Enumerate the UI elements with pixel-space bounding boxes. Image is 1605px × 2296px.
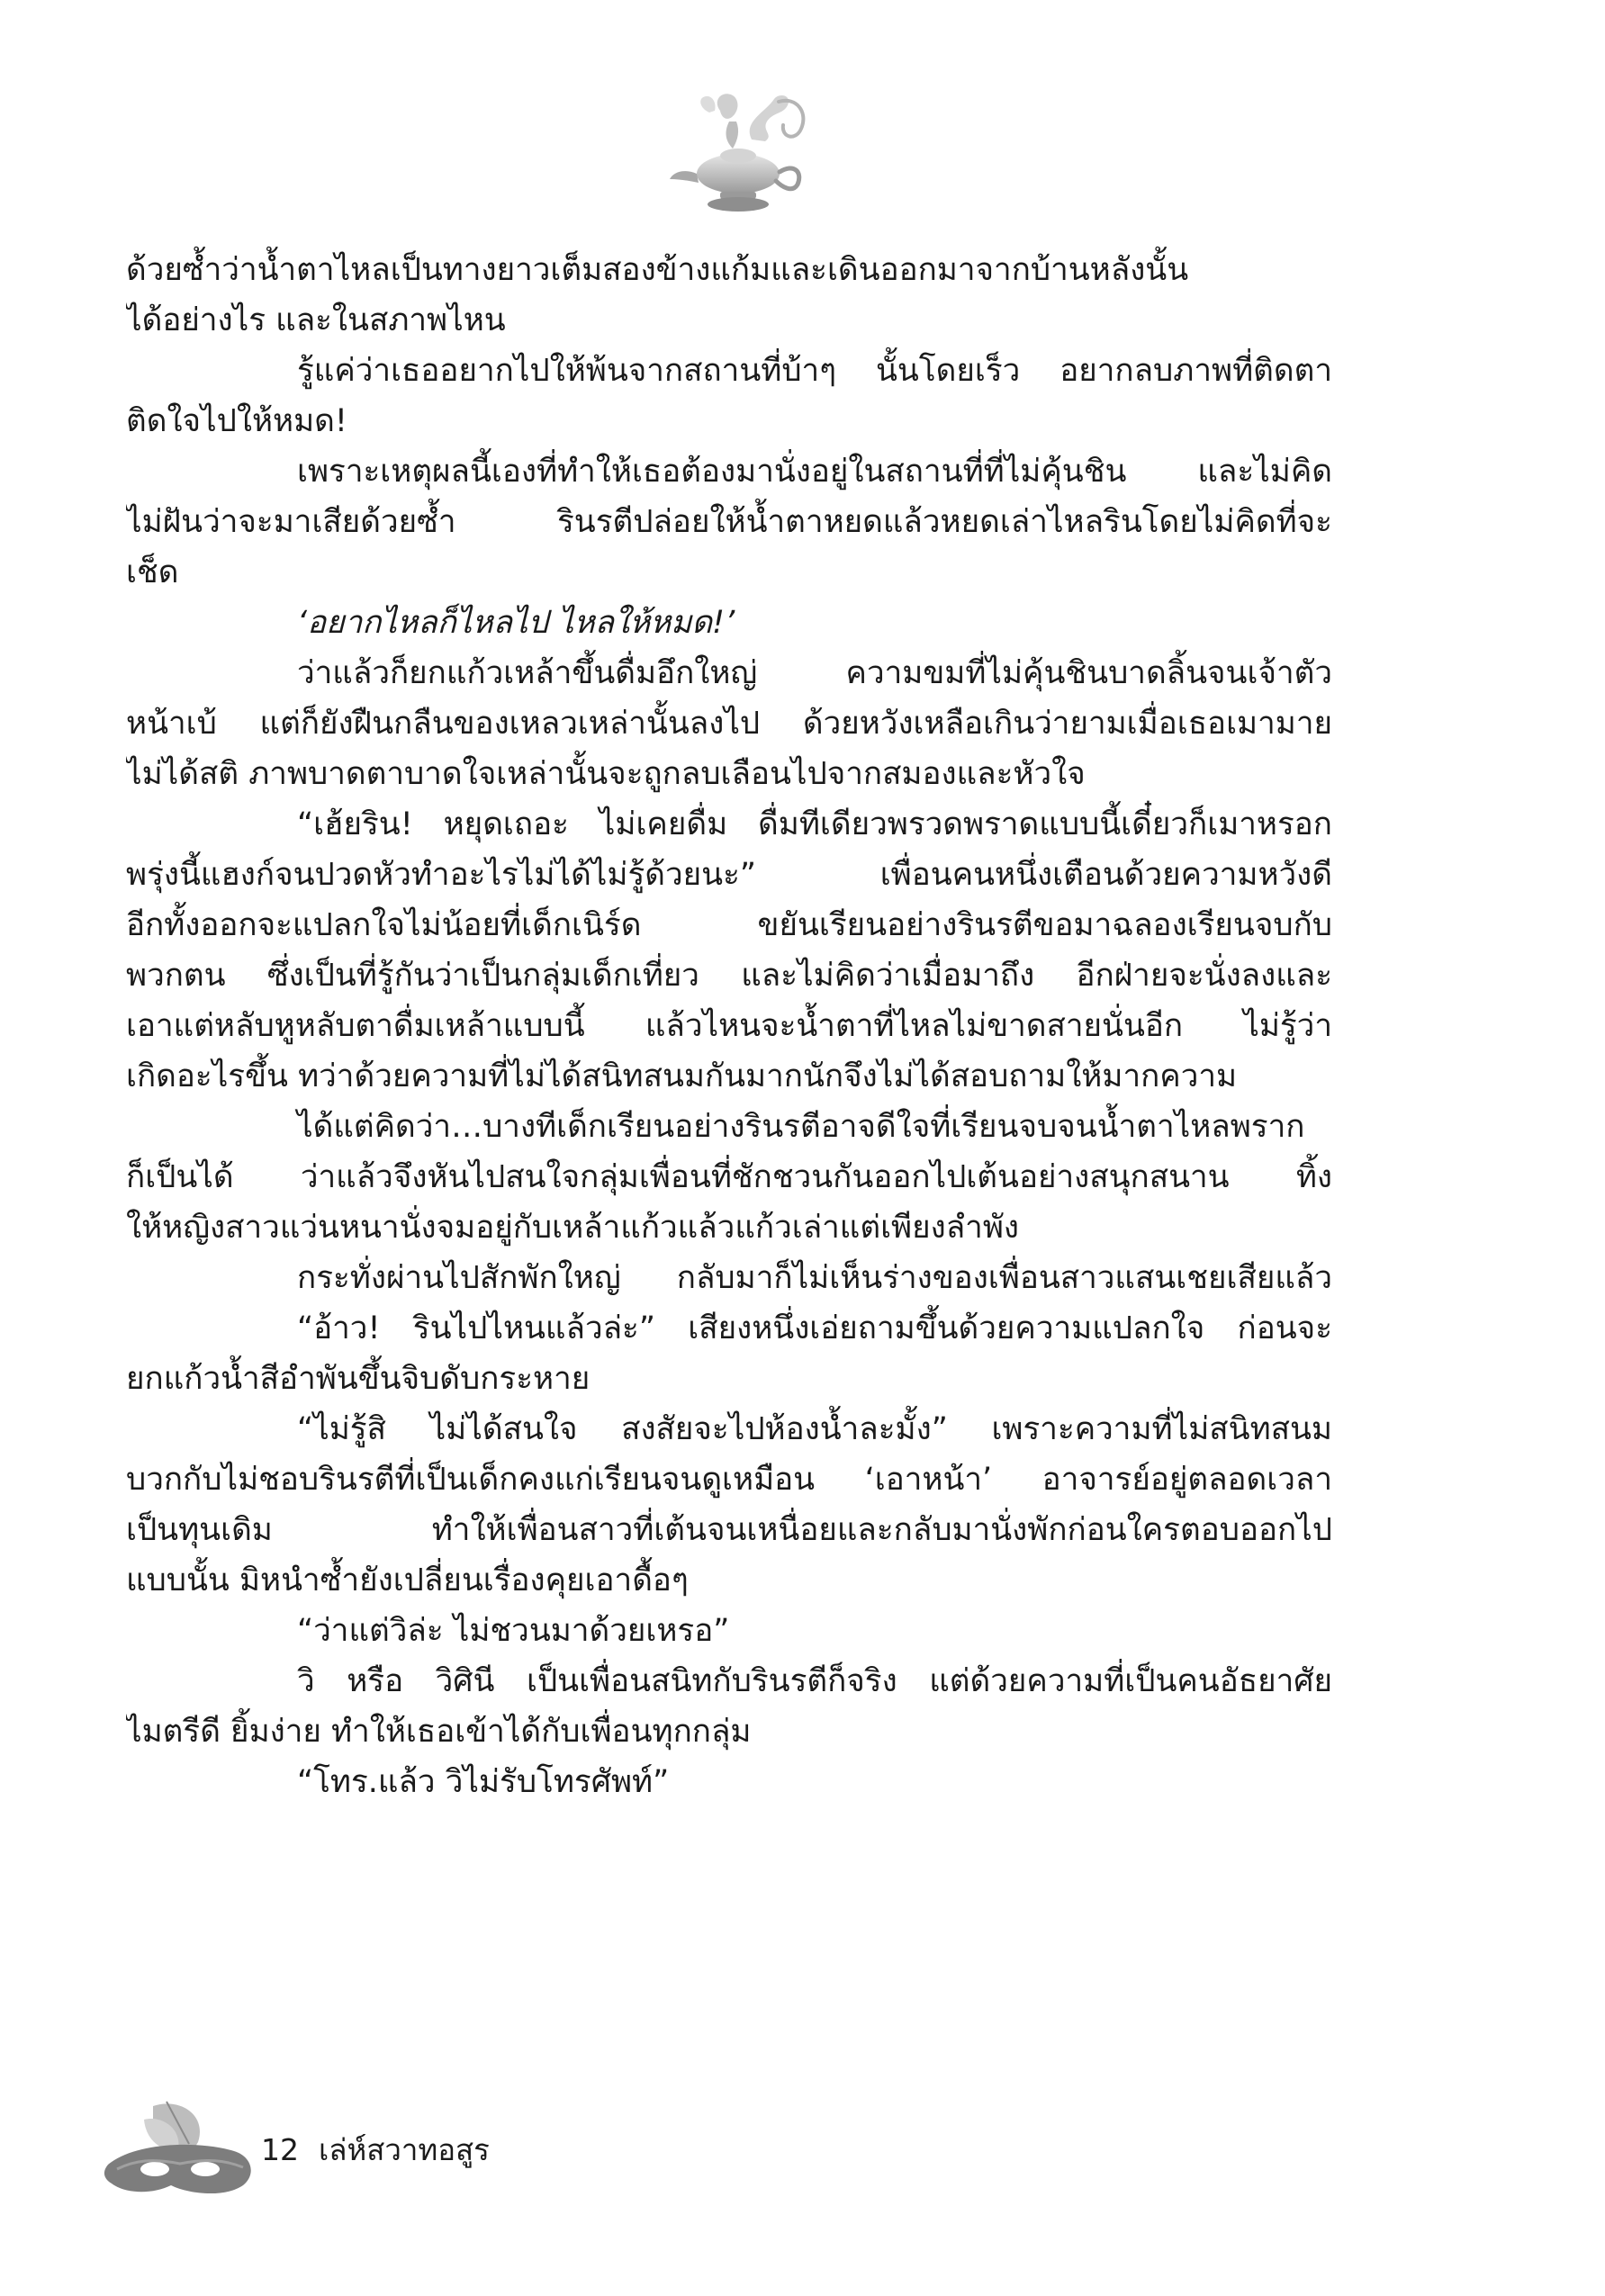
paragraph-line: ไมตรีดี ยิ้มง่าย ทำให้เธอเข้าได้กับเพื่อนทุกกลุ่ม xyxy=(126,1714,752,1750)
paragraph-line: ว่าแล้วก็ยกแก้วเหล้าขึ้นดื่มอึกใหญ่ ความขมที่ไม่คุ้นชินบาดลิ้นจนเจ้าตัว xyxy=(297,655,1332,691)
dialogue-line: “โทร.แล้ว วิไม่รับโทรศัพท์” xyxy=(297,1764,670,1800)
page-number: 12 xyxy=(261,2132,299,2167)
dialogue-line: “ว่าแต่วิล่ะ ไม่ชวนมาด้วยเหรอ” xyxy=(297,1613,730,1649)
paragraph-line: เพราะเหตุผลนี้เองที่ทำให้เธอต้องมานั่งอยู่ในสถานที่ที่ไม่คุ้นชิน และไม่คิด xyxy=(297,454,1332,490)
dialogue-line: “ไม่รู้สิ ไม่ได้สนใจ สงสัยจะไปห้องน้ำละมั้ง” เพราะความที่ไม่สนิทสนม xyxy=(297,1411,1332,1447)
paragraph-line: หน้าเบ้ แต่ก็ยังฝืนกลืนของเหลวเหล่านั้นลงไป ด้วยหวังเหลือเกินว่ายามเมื่อเธอเมามาย xyxy=(126,706,1332,742)
paragraph-line: บวกกับไม่ชอบรินรตีที่เป็นเด็กคงแก่เรียนจนดูเหมือน ‘เอาหน้า’ อาจารย์อยู่ตลอดเวลา xyxy=(126,1462,1332,1498)
paragraph-line: ด้วยซ้ำว่าน้ำตาไหลเป็นทางยาวเต็มสองข้างแก้มและเดินออกมาจากบ้านหลังนั้น xyxy=(126,252,1189,288)
paragraph-line: ไม่ฝันว่าจะมาเสียด้วยซ้ำ รินรตีปล่อยให้น้ำตาหยดแล้วหยดเล่าไหลรินโดยไม่คิดที่จะ xyxy=(126,504,1332,540)
paragraph-line: รู้แค่ว่าเธออยากไปให้พ้นจากสถานที่บ้าๆ นั้นโดยเร็ว อยากลบภาพที่ติดตา xyxy=(297,353,1332,389)
lamp-and-angel-ornament-icon xyxy=(666,86,810,221)
dialogue-line: “อ้าว! รินไปไหนแล้วล่ะ” เสียงหนึ่งเอ่ยถามขึ้นด้วยความแปลกใจ ก่อนจะ xyxy=(297,1310,1332,1346)
paragraph-line: พรุ่งนี้แฮงก์จนปวดหัวทำอะไรไม่ได้ไม่รู้ด้วยนะ” เพื่อนคนหนึ่งเตือนด้วยความหวังดี xyxy=(126,857,1332,893)
page-footer xyxy=(99,2088,639,2214)
paragraph-line: ได้แต่คิดว่า…บางทีเด็กเรียนอย่างรินรตีอาจดีใจที่เรียนจบจนน้ำตาไหลพราก xyxy=(297,1109,1305,1145)
paragraph-line: ให้หญิงสาวแว่นหนานั่งจมอยู่กับเหล้าแก้วแล้วแก้วเล่าแต่เพียงลำพัง xyxy=(126,1210,1019,1246)
paragraph-line: กระทั่งผ่านไปสักพักใหญ่ กลับมาก็ไม่เห็นร่างของเพื่อนสาวแสนเชยเสียแล้ว xyxy=(297,1260,1332,1296)
paragraph-line: อีกทั้งออกจะแปลกใจไม่น้อยที่เด็กเนิร์ด ขยันเรียนอย่างรินรตีขอมาฉลองเรียนจบกับ xyxy=(126,907,1332,943)
footer-caption xyxy=(261,2126,490,2174)
dialogue-line: “เฮ้ยริน! หยุดเถอะ ไม่เคยดื่ม ดื่มทีเดียวพรวดพราดแบบนี้เดี๋ยวก็เมาหรอก xyxy=(297,806,1332,842)
paragraph-line: ก็เป็นได้ ว่าแล้วจึงหันไปสนใจกลุ่มเพื่อนที่ชักชวนกันออกไปเต้นอย่างสนุกสนาน ทิ้ง xyxy=(126,1159,1332,1195)
paragraph-line: เอาแต่หลับหูหลับตาดื่มเหล้าแบบนี้ แล้วไหนจะน้ำตาที่ไหลไม่ขาดสายนั่นอีก ไม่รู้ว่า xyxy=(126,1008,1332,1044)
paragraph-line: ยกแก้วน้ำสีอำพันขึ้นจิบดับกระหาย xyxy=(126,1361,591,1397)
paragraph-line: ได้อย่างไร และในสภาพไหน xyxy=(126,302,506,338)
paragraph-line: พวกตน ซึ่งเป็นที่รู้กันว่าเป็นกลุ่มเด็กเที่ยว และไม่คิดว่าเมื่อมาถึง อีกฝ่ายจะนั่งลงและ xyxy=(126,958,1332,994)
italic-thought-line: ‘อยากไหลก็ไหลไป ไหลให้หมด!’ xyxy=(297,605,735,641)
feather-mask-ornament-icon xyxy=(99,2088,279,2214)
paragraph-line: เป็นทุนเดิม ทำให้เพื่อนสาวที่เต้นจนเหนื่อยและกลับมานั่งพักก่อนใครตอบออกไป xyxy=(126,1512,1332,1548)
paragraph-line: เช็ด xyxy=(126,554,179,590)
book-title: เล่ห์สวาทอสูร xyxy=(319,2132,490,2167)
paragraph-line: แบบนั้น มิหนำซ้ำยังเปลี่ยนเรื่องคุยเอาดื้อๆ xyxy=(126,1562,689,1598)
paragraph-line: ติดใจไปให้หมด! xyxy=(126,403,347,439)
paragraph-line: ไม่ได้สติ ภาพบาดตาบาดใจเหล่านั้นจะถูกลบเลือนไปจากสมองและหัวใจ xyxy=(126,756,1086,792)
paragraph-line: วิ หรือ วิศินี เป็นเพื่อนสนิทกับรินรตีก็จริง แต่ด้วยความที่เป็นคนอัธยาศัย xyxy=(297,1663,1332,1699)
body-text xyxy=(126,245,1332,1807)
paragraph-line: เกิดอะไรขึ้น ทว่าด้วยความที่ไม่ได้สนิทสนมกันมากนักจึงไม่ได้สอบถามให้มากความ xyxy=(126,1058,1238,1094)
